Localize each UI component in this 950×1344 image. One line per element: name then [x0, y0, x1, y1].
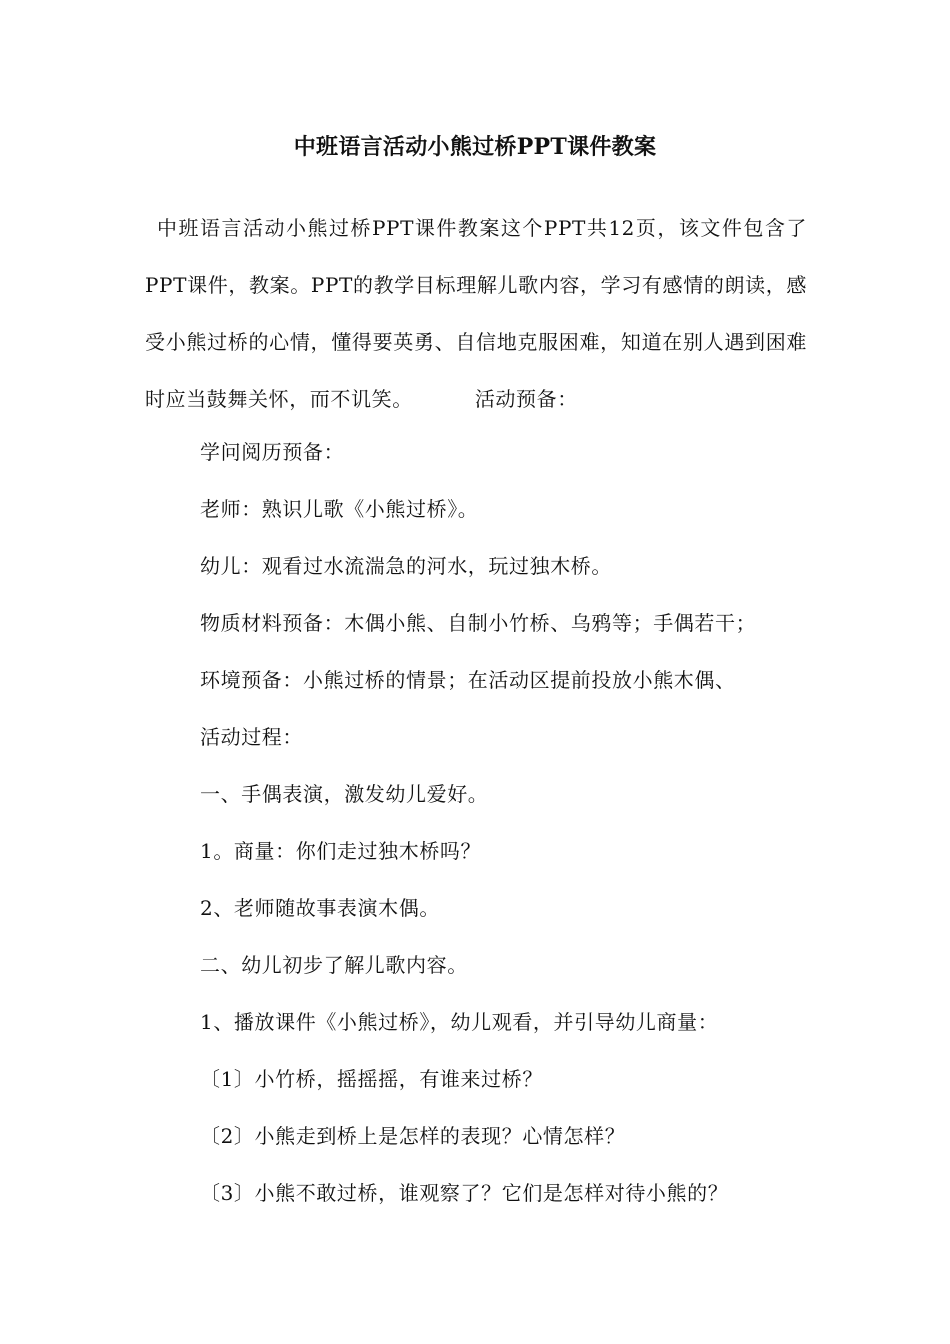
paragraph-line: 老师：熟识儿歌《小熊过桥》。 — [200, 497, 479, 521]
paragraph-line: 1、播放课件《小熊过桥》，幼儿观看，并引导幼儿商量： — [200, 1010, 719, 1034]
paragraph-line: 2、老师随故事表演木偶。 — [200, 896, 440, 920]
paragraph-line: 〔2〕小熊走到桥上是怎样的表现？心情怎样？ — [200, 1124, 626, 1148]
paragraph-line: 一、手偶表演，激发幼儿爱好。 — [200, 782, 489, 806]
paragraph-line: 1。商量：你们走过独木桥吗？ — [200, 839, 482, 863]
intro-paragraph — [145, 200, 807, 428]
paragraph-line: 〔3〕小熊不敢过桥，谁观察了？它们是怎样对待小熊的？ — [200, 1181, 729, 1205]
paragraph-line: 物质材料预备：木偶小熊、自制小竹桥、乌鸦等；手偶若干； — [200, 611, 757, 635]
document-title: 中班语言活动小熊过桥PPT课件教案 — [293, 134, 657, 160]
paragraph-line: 学问阅历预备： — [200, 440, 345, 464]
intro-text: 中班语言活动小熊过桥PPT课件教案这个PPT共12页，该文件包含了PPT课件，教案。PPT的教学目标理解儿歌内容，学习有感情的朗读，感受小熊过桥的心情，懂得要英勇、自信地克服困难，知道在别人遇到困难时应当鼓舞关怀，而不讥笑。 — [145, 216, 807, 411]
paragraph-line: 二、幼儿初步了解儿歌内容。 — [200, 953, 468, 977]
paragraph-line: 〔1〕小竹桥，摇摇摇，有谁来过桥？ — [200, 1067, 543, 1091]
paragraph-line: 活动过程： — [200, 725, 303, 749]
paragraph-line: 环境预备：小熊过桥的情景；在活动区提前投放小熊木偶、 — [200, 668, 736, 692]
paragraph-line: 幼儿：观看过水流湍急的河水，玩过独木桥。 — [200, 554, 612, 578]
intro-tail: 活动预备： — [474, 387, 578, 411]
